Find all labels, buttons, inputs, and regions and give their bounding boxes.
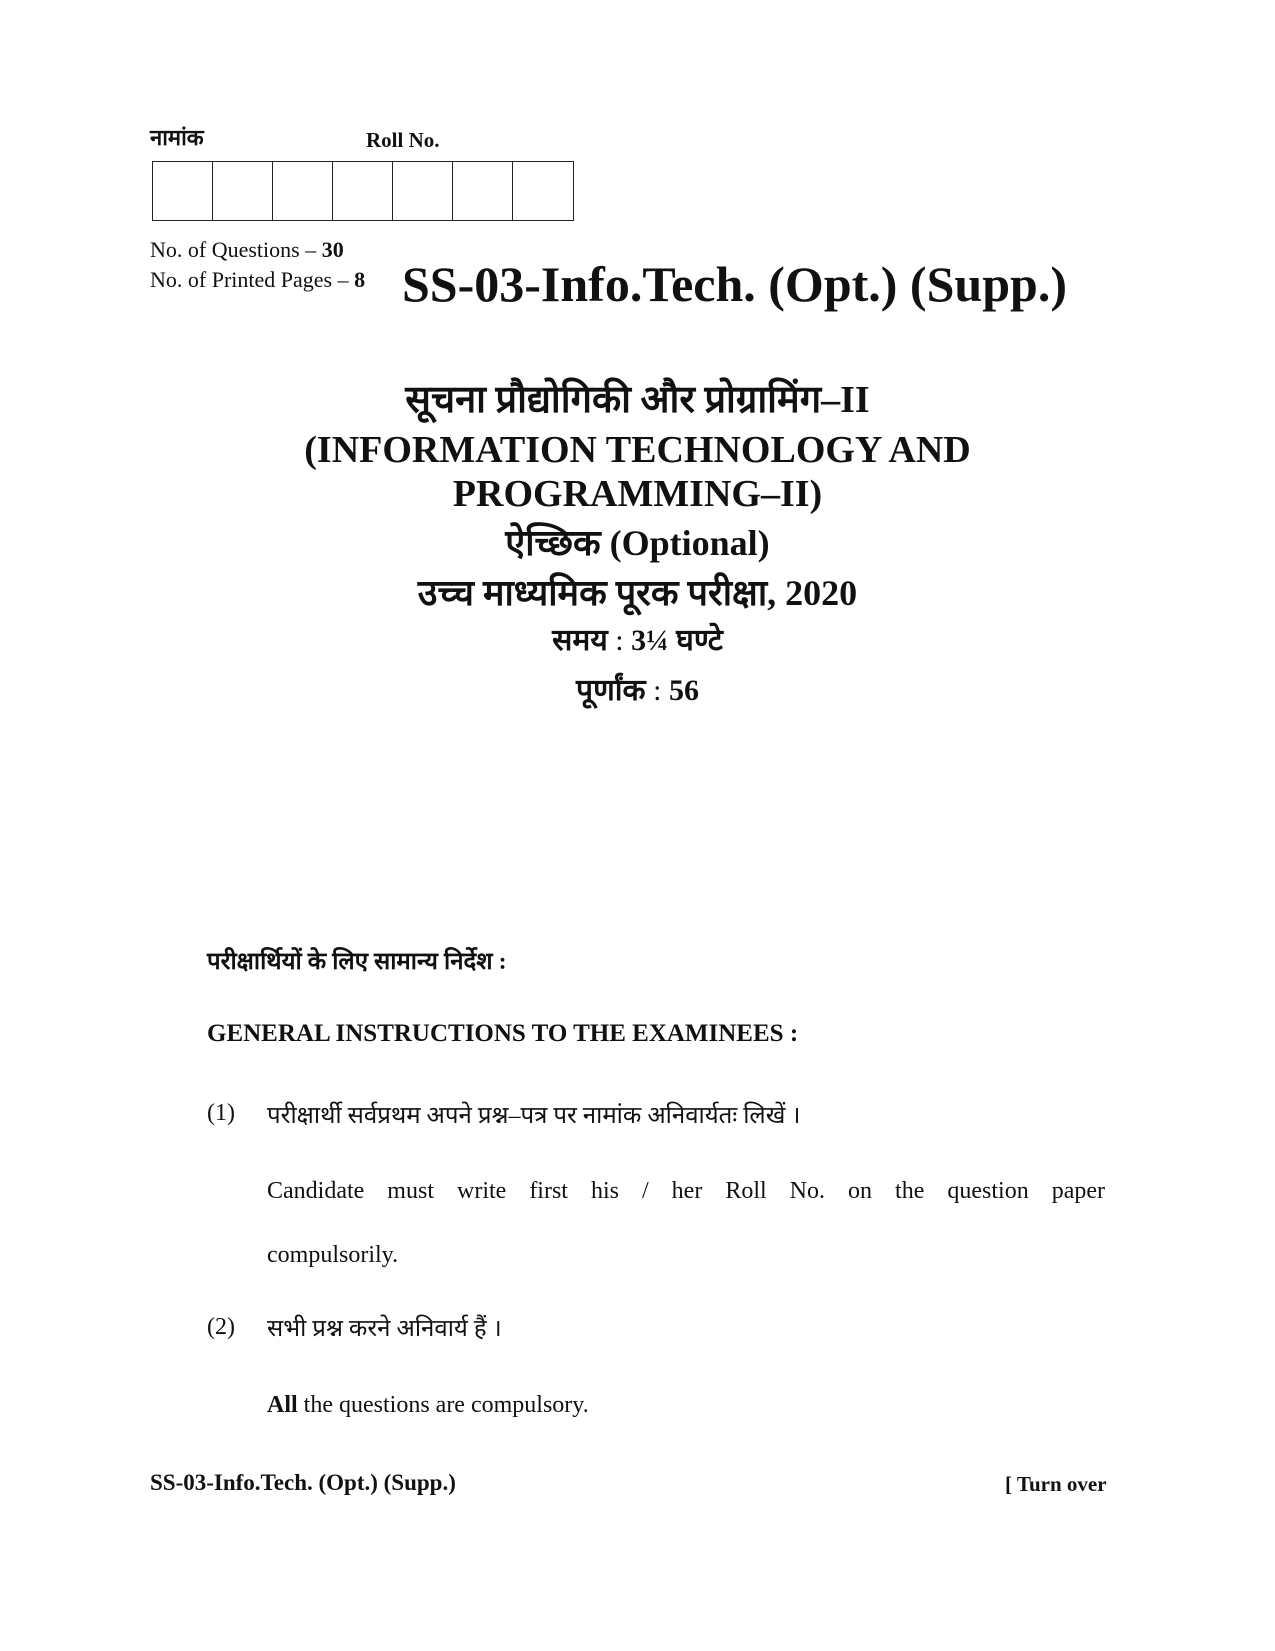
instruction-text-english-cont: compulsorily. bbox=[267, 1242, 399, 1268]
instruction-number: (1) bbox=[207, 1100, 235, 1126]
roll-label-hindi: नामांक bbox=[150, 125, 204, 150]
instructions-heading-hindi: परीक्षार्थियों के लिए सामान्य निर्देश : bbox=[207, 949, 507, 975]
footer-turn-over: [ Turn over bbox=[1005, 1472, 1107, 1496]
paper-code: SS-03-Info.Tech. (Opt.) (Supp.) bbox=[402, 256, 1067, 312]
questions-value: 30 bbox=[321, 237, 344, 262]
roll-box bbox=[453, 162, 513, 220]
instruction-number: (2) bbox=[207, 1314, 235, 1340]
questions-label: No. of Questions – bbox=[150, 237, 317, 262]
roll-number-boxes bbox=[152, 161, 574, 221]
instruction-emphasis: All bbox=[267, 1392, 298, 1418]
time-line: समय : 3¼ घण्टे bbox=[552, 624, 723, 657]
roll-box bbox=[213, 162, 273, 220]
questions-count bbox=[150, 237, 344, 263]
title-english-line2: PROGRAMMING–II) bbox=[452, 473, 823, 515]
instruction-text-english: Candidate must write first his / her Roll No. on the question paper bbox=[267, 1178, 1105, 1204]
pages-value: 8 bbox=[354, 267, 366, 292]
pages-count bbox=[150, 267, 365, 293]
title-english-line1: (INFORMATION TECHNOLOGY AND bbox=[304, 429, 971, 471]
marks-line: पूर्णांक : 56 bbox=[576, 674, 699, 707]
roll-box bbox=[273, 162, 333, 220]
roll-box bbox=[333, 162, 393, 220]
instruction-text-rest: the questions are compulsory. bbox=[297, 1392, 589, 1418]
roll-label-english: Roll No. bbox=[366, 128, 440, 152]
instructions-heading-english: GENERAL INSTRUCTIONS TO THE EXAMINEES : bbox=[207, 1020, 799, 1047]
exam-name: उच्च माध्यमिक पूरक परीक्षा, 2020 bbox=[417, 573, 858, 613]
instruction-text-hindi: परीक्षार्थी सर्वप्रथम अपने प्रश्न–पत्र पर नामांक अनिवार्यतः लिखें । bbox=[267, 1103, 801, 1129]
roll-box bbox=[393, 162, 453, 220]
footer-paper-code: SS-03-Info.Tech. (Opt.) (Supp.) bbox=[150, 1470, 456, 1495]
instruction-text-hindi: सभी प्रश्न करने अनिवार्य हैं । bbox=[267, 1316, 502, 1342]
marks-value: 56 bbox=[668, 674, 699, 707]
roll-box bbox=[153, 162, 213, 220]
title-optional: ऐच्छिक (Optional) bbox=[505, 523, 770, 563]
time-label: समय bbox=[552, 624, 608, 657]
instruction-text-english bbox=[267, 1392, 589, 1419]
roll-box bbox=[513, 162, 573, 220]
marks-label: पूर्णांक bbox=[576, 674, 646, 707]
title-hindi: सूचना प्रौद्योगिकी और प्रोग्रामिंग–II bbox=[405, 379, 870, 421]
time-value: 3¼ घण्टे bbox=[631, 624, 723, 657]
pages-label: No. of Printed Pages – bbox=[150, 267, 349, 292]
